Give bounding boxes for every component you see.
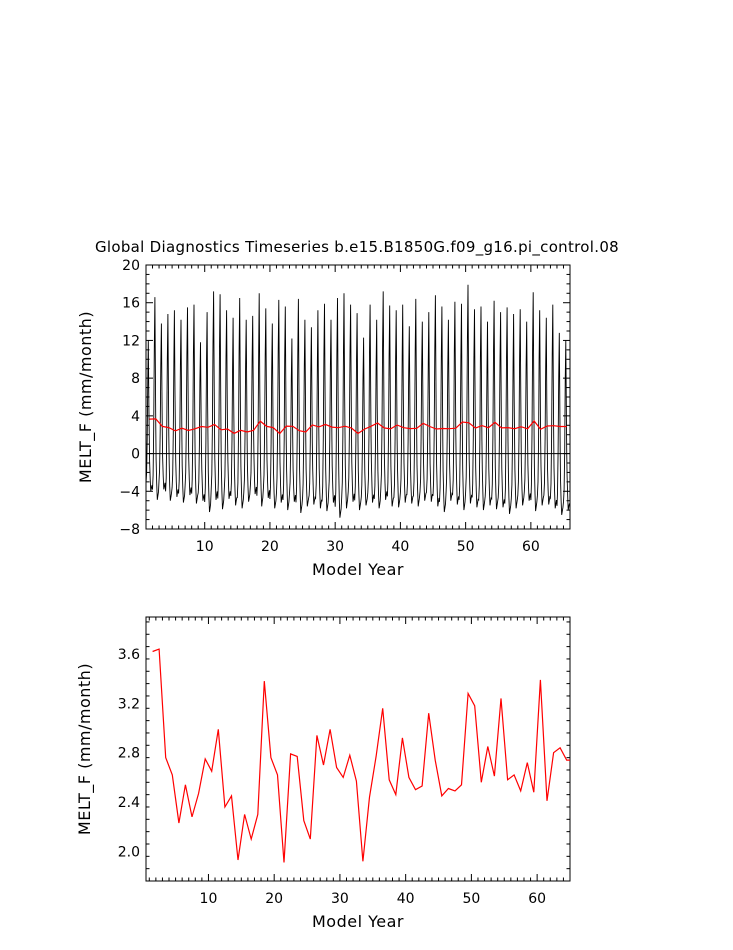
y-tick-label: 3.6 [117,647,140,664]
y-axis-label: MELT_F (mm/month) [76,310,95,484]
x-tick-label: 30 [326,539,345,555]
x-axis-label: Model Year [312,560,404,579]
y-tick-label: 2.0 [117,844,140,861]
x-tick-label: 40 [391,539,410,555]
x-axis-label: Model Year [312,912,404,931]
y-tick-label: 2.8 [117,745,140,762]
y-tick-label: 8 [131,371,140,388]
y-tick-label: 3.2 [117,696,140,713]
chart-title: Global Diagnostics Timeseries b.e15.B1850G.f09_g16.pi_control.08 [94,238,620,256]
y-tick-label: −8 [119,522,140,538]
y-tick-label: −4 [119,484,140,501]
x-tick-label: 30 [331,891,349,907]
y-tick-label: 12 [122,333,140,350]
x-tick-label: 50 [456,539,475,555]
x-tick-label: 50 [462,891,481,907]
y-tick-label: 16 [122,295,140,312]
x-tick-label: 10 [199,891,218,907]
y-tick-label: 2.4 [117,795,140,812]
x-tick-label: 10 [195,539,214,555]
y-axis-label: MELT_F (mm/month) [75,662,94,836]
x-tick-label: 20 [265,891,284,907]
x-tick-label: 60 [528,891,547,907]
x-tick-label: 40 [396,891,415,907]
x-tick-label: 20 [261,539,279,555]
y-tick-label: 4 [131,408,140,425]
y-tick-label: 20 [122,258,140,274]
y-tick-label: 0 [131,446,140,463]
x-tick-label: 60 [521,539,540,555]
